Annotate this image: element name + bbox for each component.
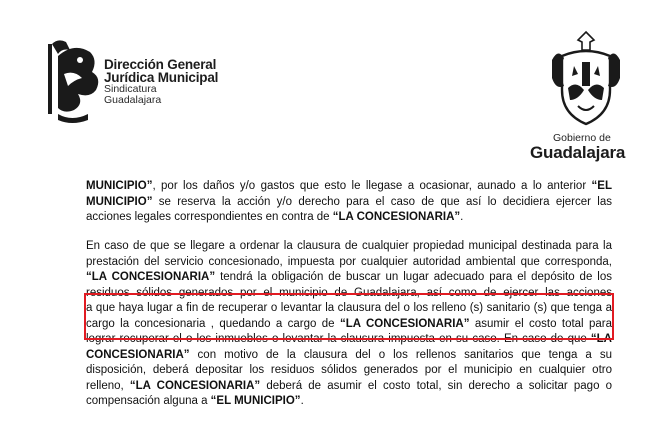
header-line-1: Dirección General (104, 57, 217, 72)
p2-period: . (300, 395, 304, 407)
highlight-box (84, 293, 614, 340)
p2-line-4: residuos sólidos generados por el municipio de Guadalajara, así como de ejercer las acciones (86, 286, 612, 299)
p2-bold-el-municipio: “EL MUNICIPIO” (210, 395, 301, 407)
p2-bold-concesionaria-2: “LA CONCESIONARIA” (339, 317, 470, 330)
p1-line-3 (86, 210, 612, 226)
p2-text-10: relleno, (86, 379, 130, 392)
guadalajara-wordmark: Guadalajara (530, 143, 626, 162)
header-line-4: Guadalajara (104, 94, 162, 106)
p2-text-6: cargo la concesionaria , quedando a cargo de (86, 317, 340, 330)
header-line-3: Sindicatura (104, 83, 157, 95)
p2-line-10 (86, 379, 612, 395)
p2-text-8: con motivo de la clausura del o los rellenos sanitarios que tenga a su (189, 348, 612, 361)
p2-bold-concesionaria-4: “LA CONCESIONARIA” (129, 379, 261, 392)
guadalajara-emblem-logo (44, 34, 108, 126)
p2-line-9: disposición, deberá depositar los residuos sólidos generados por el municipio en cualquier otro (86, 364, 612, 376)
guadalajara-coat-of-arms (548, 30, 624, 128)
p2-line-8 (86, 348, 612, 364)
p1-line-1 (86, 179, 612, 195)
p1-text-2: se reserva la acción y/o derecho para el caso de que así lo decidiera ejercer las (152, 195, 612, 208)
institution-header (104, 58, 218, 106)
p2-text-6b: asumir el costo total para (469, 317, 612, 330)
p2-line-3 (86, 270, 612, 286)
p2-line-11 (86, 394, 612, 410)
p2-bold-concesionaria-3: CONCESIONARIA” (86, 348, 190, 361)
paragraph-1 (86, 179, 612, 226)
p2-text-11: compensación alguna a (86, 395, 211, 407)
p2-text-10b: deberá de asumir el costo total, sin derecho a solicitar pago o (260, 379, 613, 392)
p2-bold-concesionaria: “LA CONCESIONARIA” (86, 271, 216, 283)
p1-text-3: acciones legales correspondientes en contra de (86, 211, 333, 223)
p1-line-2 (86, 195, 612, 211)
p2-bold-la: “LA (590, 333, 612, 345)
gobierno-label: Gobierno de (553, 132, 611, 144)
header-line-2: Jurídica Municipal (104, 70, 219, 85)
p2-text-7: lograr recuperar el o los inmuebles o levantar la clausura impuesta en su caso. En caso de que (86, 333, 591, 345)
p1-bold-municipio-2: MUNICIPIO” (86, 195, 153, 208)
p2-line-1: En caso de que se llegare a ordenar la clausura de cualquier propiedad municipal destinada para la (86, 240, 612, 252)
p1-text: , por los daños y/o gastos que esto le llegase a ocasionar, aunado a lo anterior (152, 180, 592, 192)
p1-period: . (460, 211, 464, 223)
p2-line-5: a que haya lugar a fin de recuperar o levantar la clausura del o los relleno (s) sanitario (s) que tenga a (86, 302, 612, 314)
p2-text-3: tendrá la obligación de buscar un lugar adecuado para el depósito de los (215, 271, 613, 283)
p1-bold-el: “EL (591, 180, 612, 192)
p2-line-2: prestación del servicio concesionado, impuesta por cualquier autoridad ambiental que corresponda, (86, 255, 612, 268)
p1-bold-concesionaria: “LA CONCESIONARIA” (332, 211, 461, 223)
p1-bold-municipio: MUNICIPIO” (86, 180, 153, 192)
